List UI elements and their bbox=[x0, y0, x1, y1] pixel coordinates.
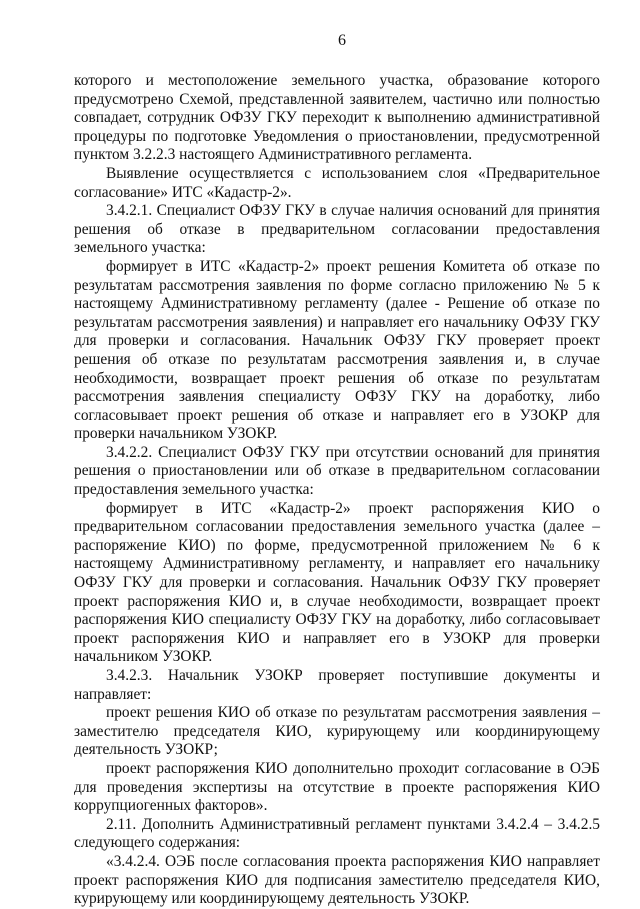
paragraph: 2.11. Дополнить Административный регламент пунктами 3.4.2.4 – 3.4.2.5 следующего содержания: bbox=[74, 815, 600, 852]
paragraph: 3.4.2.2. Специалист ОФЗУ ГКУ при отсутствии оснований для принятия решения о приостановлении или об отказе в предварительном согласовании предоставления земельного участка: bbox=[74, 443, 600, 499]
paragraph: проект распоряжения КИО дополнительно проходит согласование в ОЭБ для проведения экспертизы на отсутствие в проекте распоряжения КИО коррупциогенных факторов». bbox=[74, 759, 600, 815]
paragraph: формирует в ИТС «Кадастр-2» проект решения Комитета об отказе по результатам рассмотрения заявления по форме согласно приложению № 5 к настоящему Административному регламенту (далее - Решение об отказе по результатам рассмотрения заявления) и направляет его начальнику ОФЗУ ГКУ для проверки и согласования. Начальник ОФЗУ ГКУ проверяет проект решения об отказе по результатам рассмотрения заявления и, в случае необходимости, возвращает проект решения об отказе по результатам рассмотрения заявления специалисту ОФЗУ ГКУ на доработку, либо согласовывает проект решения об отказе и направляет его в УЗОКР для проверки начальником УЗОКР. bbox=[74, 257, 600, 443]
paragraph: проект решения КИО об отказе по результатам рассмотрения заявления – заместителю председателя КИО, курирующему или координирующему деятельность УЗОКР; bbox=[74, 704, 600, 759]
paragraph: «3.4.2.4. ОЭБ после согласования проекта распоряжения КИО направляет проект распоряжения КИО для подписания заместителю председателя КИО, курирующему или координирующему деятельность УЗОКР. bbox=[74, 852, 600, 908]
paragraph: которого и местоположение земельного участка, образование которого предусмотрено Схемой, представленной заявителем, частично или полностью совпадает, сотрудник ОФЗУ ГКУ переходит к выполнению административной процедуры по подготовке Уведомления о приостановлении, предусмотренной пунктом 3.2.2.3 настоящего Административного регламента. bbox=[74, 72, 600, 164]
paragraph: формирует в ИТС «Кадастр-2» проект распоряжения КИО о предварительном согласовании предоставления земельного участка (далее – распоряжение КИО) по форме, предусмотренной приложением № 6 к настоящему Административному регламенту, и направляет его начальнику ОФЗУ ГКУ для проверки и согласования. Начальник ОФЗУ ГКУ проверяет проект распоряжения КИО и, в случае необходимости, возвращает проект распоряжения КИО специалисту ОФЗУ ГКУ на доработку, либо согласовывает проект распоряжения КИО и направляет его в УЗОКР для проверки начальником УЗОКР. bbox=[74, 499, 600, 666]
paragraph: 3.4.2.3. Начальник УЗОКР проверяет поступившие документы и направляет: bbox=[74, 667, 600, 703]
paragraph: Выявление осуществляется с использованием слоя «Предварительное согласование» ИТС «Кадастр-2». bbox=[74, 164, 600, 201]
paragraph: 3.4.2.1. Специалист ОФЗУ ГКУ в случае наличия оснований для принятия решения об отказе в предварительном согласовании предоставления земельного участка: bbox=[74, 202, 600, 257]
page-number: 6 bbox=[338, 32, 346, 49]
document-body bbox=[74, 72, 600, 909]
